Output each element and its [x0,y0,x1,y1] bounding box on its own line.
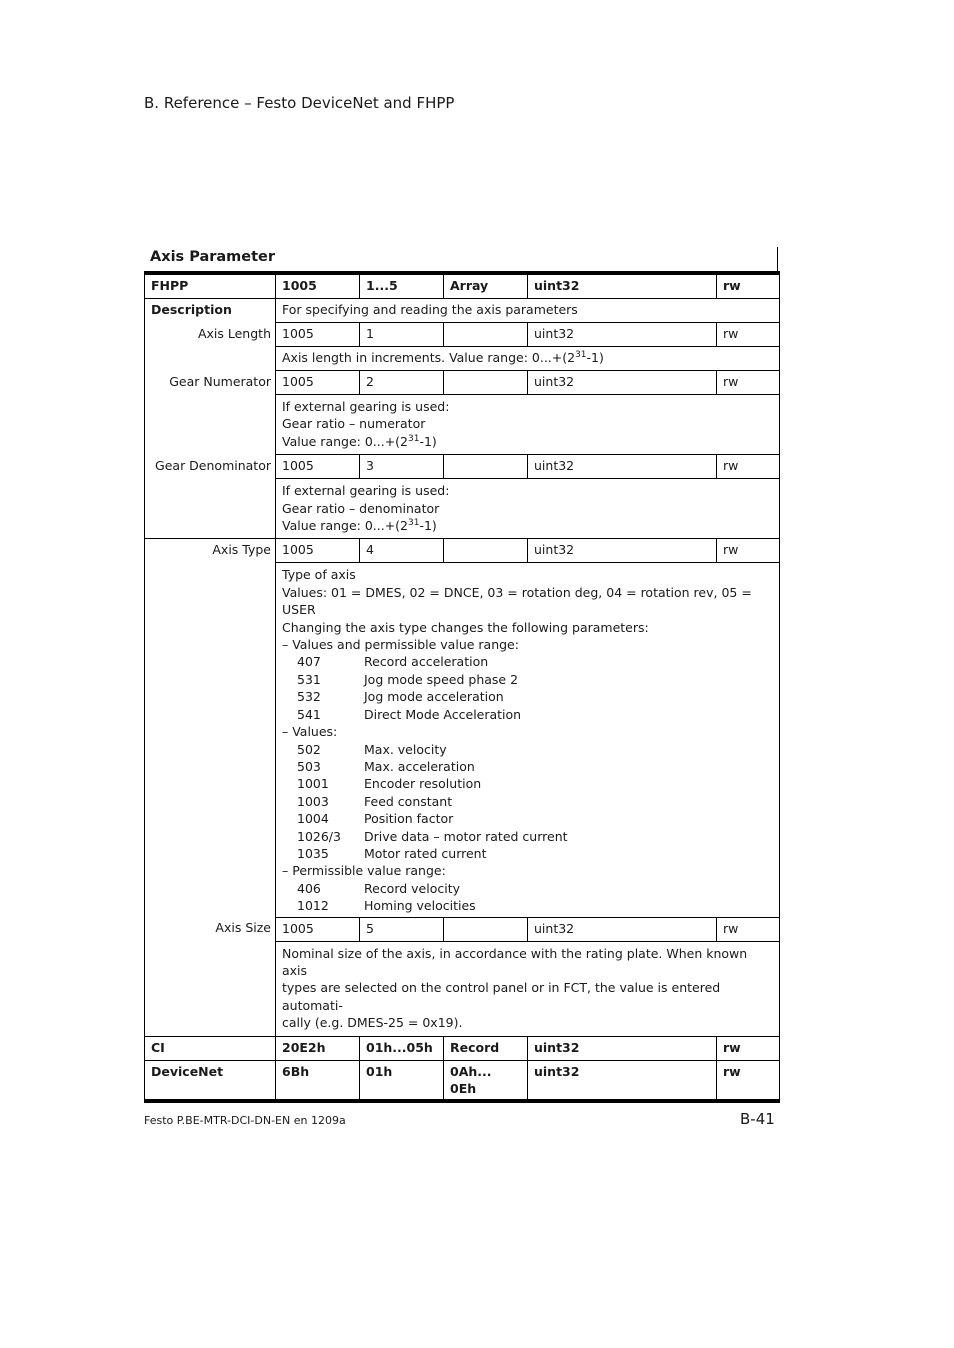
table-cell [444,323,528,347]
devicenet-cell: 0Ah... 0Eh [444,1060,528,1101]
parameter-list-item [282,845,773,862]
fhpp-cell: 1005 [276,273,360,299]
parameter-name: Drive data – motor rated current [364,828,568,844]
ci-cell: uint32 [528,1036,717,1060]
parameter-list-item [282,688,773,705]
axis-type-label: Axis Type [145,539,276,563]
gear-denominator-desc-row [145,479,780,539]
ci-row [145,1036,780,1060]
table-cell: 2 [360,371,444,395]
table-cell: uint32 [528,371,717,395]
title-border [777,247,778,271]
fhpp-row [145,273,780,299]
table-cell: 1005 [276,917,360,941]
table-cell: 4 [360,539,444,563]
axis-type-row [145,539,780,563]
table-cell: rw [717,323,780,347]
parameter-list-item [282,758,773,775]
parameter-name: Encoder resolution [364,776,482,792]
fhpp-cell: 1...5 [360,273,444,299]
axis-size-row [145,917,780,941]
ci-cell: rw [717,1036,780,1060]
parameter-name: Record velocity [364,880,461,896]
parameter-number: 1026/3 [297,828,341,844]
devicenet-cell: 6Bh [276,1060,360,1101]
parameter-name: Direct Mode Acceleration [364,706,522,722]
parameter-number: 1003 [297,793,329,809]
parameter-list-item [282,810,773,827]
parameter-group-heading: – Values and permissible value range: [282,637,519,653]
gear-numerator-desc-row [145,395,780,455]
table-cell: 1005 [276,371,360,395]
devicenet-cell: uint32 [528,1060,717,1101]
parameter-name: Jog mode speed phase 2 [364,671,519,687]
parameter-group-heading: – Permissible value range: [282,863,446,879]
gear-numerator-desc: If external gearing is used: Gear ratio – numerator Value range: $0...+(2^{31}-1)$ [276,395,780,455]
table-cell [444,539,528,563]
parameter-list-item [282,741,773,758]
parameter-number: 407 [297,654,321,670]
parameter-number: 1035 [297,845,329,861]
ci-cell: CI [145,1036,276,1060]
parameter-number: 1012 [297,898,329,914]
table-cell: 5 [360,917,444,941]
parameter-number: 1004 [297,811,329,827]
parameter-list-item [282,775,773,792]
axis-length-desc-row [145,347,780,371]
ci-cell: 20E2h [276,1036,360,1060]
table-cell [444,917,528,941]
table-cell: uint32 [528,539,717,563]
devicenet-row [145,1060,780,1101]
fhpp-cell: FHPP [145,273,276,299]
parameter-name: Max. acceleration [364,758,475,774]
table-cell [444,371,528,395]
devicenet-cell: rw [717,1060,780,1101]
axis-size-desc: Nominal size of the axis, in accordance with the rating plate. When known axis types are selected on the control panel or in FCT, the value is entered automati- cally (e.g. DMES-25 = 0x19). [276,941,780,1036]
table-cell: 1005 [276,455,360,479]
axis-type-parameter-list [282,636,773,915]
axis-type-desc: Type of axis Values: 01 = DMES, 02 = DNCE, 03 = rotation deg, 04 = rotation rev, 05 = USER Changing the axis type changes the following parameters: – Values and permissible value range: 407 Record acceleration 531 Jog mode speed phase 2 532 Jog mode acceleration 541 Direct Mode Acceleration – Values: 502 Max. velocity 503 Max. acceleration 1001 Encoder resolution 1003 Feed constant 1004 Position factor 1026/3 Drive data – motor rated current 1035 Motor rated current – Permissible value range: 406 Record velocity 1012 Homing velocities [276,563,780,917]
gear-denominator-desc: If external gearing is used: Gear ratio – denominator Value range: $0...+(2^{31}-1)$ [276,479,780,539]
parameter-list-item [282,897,773,914]
description-row [145,299,780,323]
parameter-name: Position factor [364,811,454,827]
table-title: Axis Parameter [150,249,276,265]
parameter-number: 406 [297,880,321,896]
footer-document-id: Festo P.BE-MTR-DCI-DN-EN en 1209a [144,1114,346,1127]
parameter-name: Max. velocity [364,741,447,757]
table-cell: uint32 [528,323,717,347]
axis-length-desc: Axis length in increments. Value range: $0...+(2^{31}-1)$ [276,347,780,371]
parameter-number: 532 [297,689,321,705]
parameter-list-item [282,653,773,670]
table-cell: 1 [360,323,444,347]
axis-parameter-table [144,247,779,1096]
axis-size-label: Axis Size [145,917,276,941]
axis-type-desc-row [145,563,780,917]
parameter-name: Record acceleration [364,654,489,670]
parameter-number: 541 [297,706,321,722]
parameter-number: 503 [297,758,321,774]
gear-denominator-row [145,455,780,479]
parameter-list-item [282,793,773,810]
parameter-list-item [282,828,773,845]
parameter-list-item [282,671,773,688]
devicenet-cell: 01h [360,1060,444,1101]
axis-length-row [145,323,780,347]
table-cell: 1005 [276,323,360,347]
ci-cell: 01h...05h [360,1036,444,1060]
table-cell: rw [717,371,780,395]
table-cell: rw [717,917,780,941]
parameter-name: Homing velocities [364,898,476,914]
parameter-number: 502 [297,741,321,757]
devicenet-cell: DeviceNet [145,1060,276,1101]
table-cell [444,455,528,479]
parameter-number: 1001 [297,776,329,792]
gear-numerator-row [145,371,780,395]
gear-denominator-label: Gear Denominator [145,455,276,479]
gear-numerator-label: Gear Numerator [145,371,276,395]
axis-size-desc-row [145,941,780,1036]
table-cell: 1005 [276,539,360,563]
table-cell: 3 [360,455,444,479]
description-label: Description [145,299,276,323]
parameter-group-heading: – Values: [282,724,338,740]
parameter-name: Jog mode acceleration [364,689,504,705]
table-cell: uint32 [528,917,717,941]
fhpp-cell: uint32 [528,273,717,299]
page-header: B. Reference – Festo DeviceNet and FHPP [144,94,455,112]
ci-cell: Record [444,1036,528,1060]
fhpp-cell: Array [444,273,528,299]
parameter-list-item [282,880,773,897]
parameter-name: Motor rated current [364,845,487,861]
fhpp-cell: rw [717,273,780,299]
axis-length-label: Axis Length [145,323,276,347]
parameter-number: 531 [297,671,321,687]
parameter-list-item [282,706,773,723]
table-cell: uint32 [528,455,717,479]
table-cell: rw [717,539,780,563]
page-number: B-41 [740,1110,775,1128]
parameter-name: Feed constant [364,793,453,809]
description-text: For specifying and reading the axis parameters [276,299,780,323]
table-cell: rw [717,455,780,479]
